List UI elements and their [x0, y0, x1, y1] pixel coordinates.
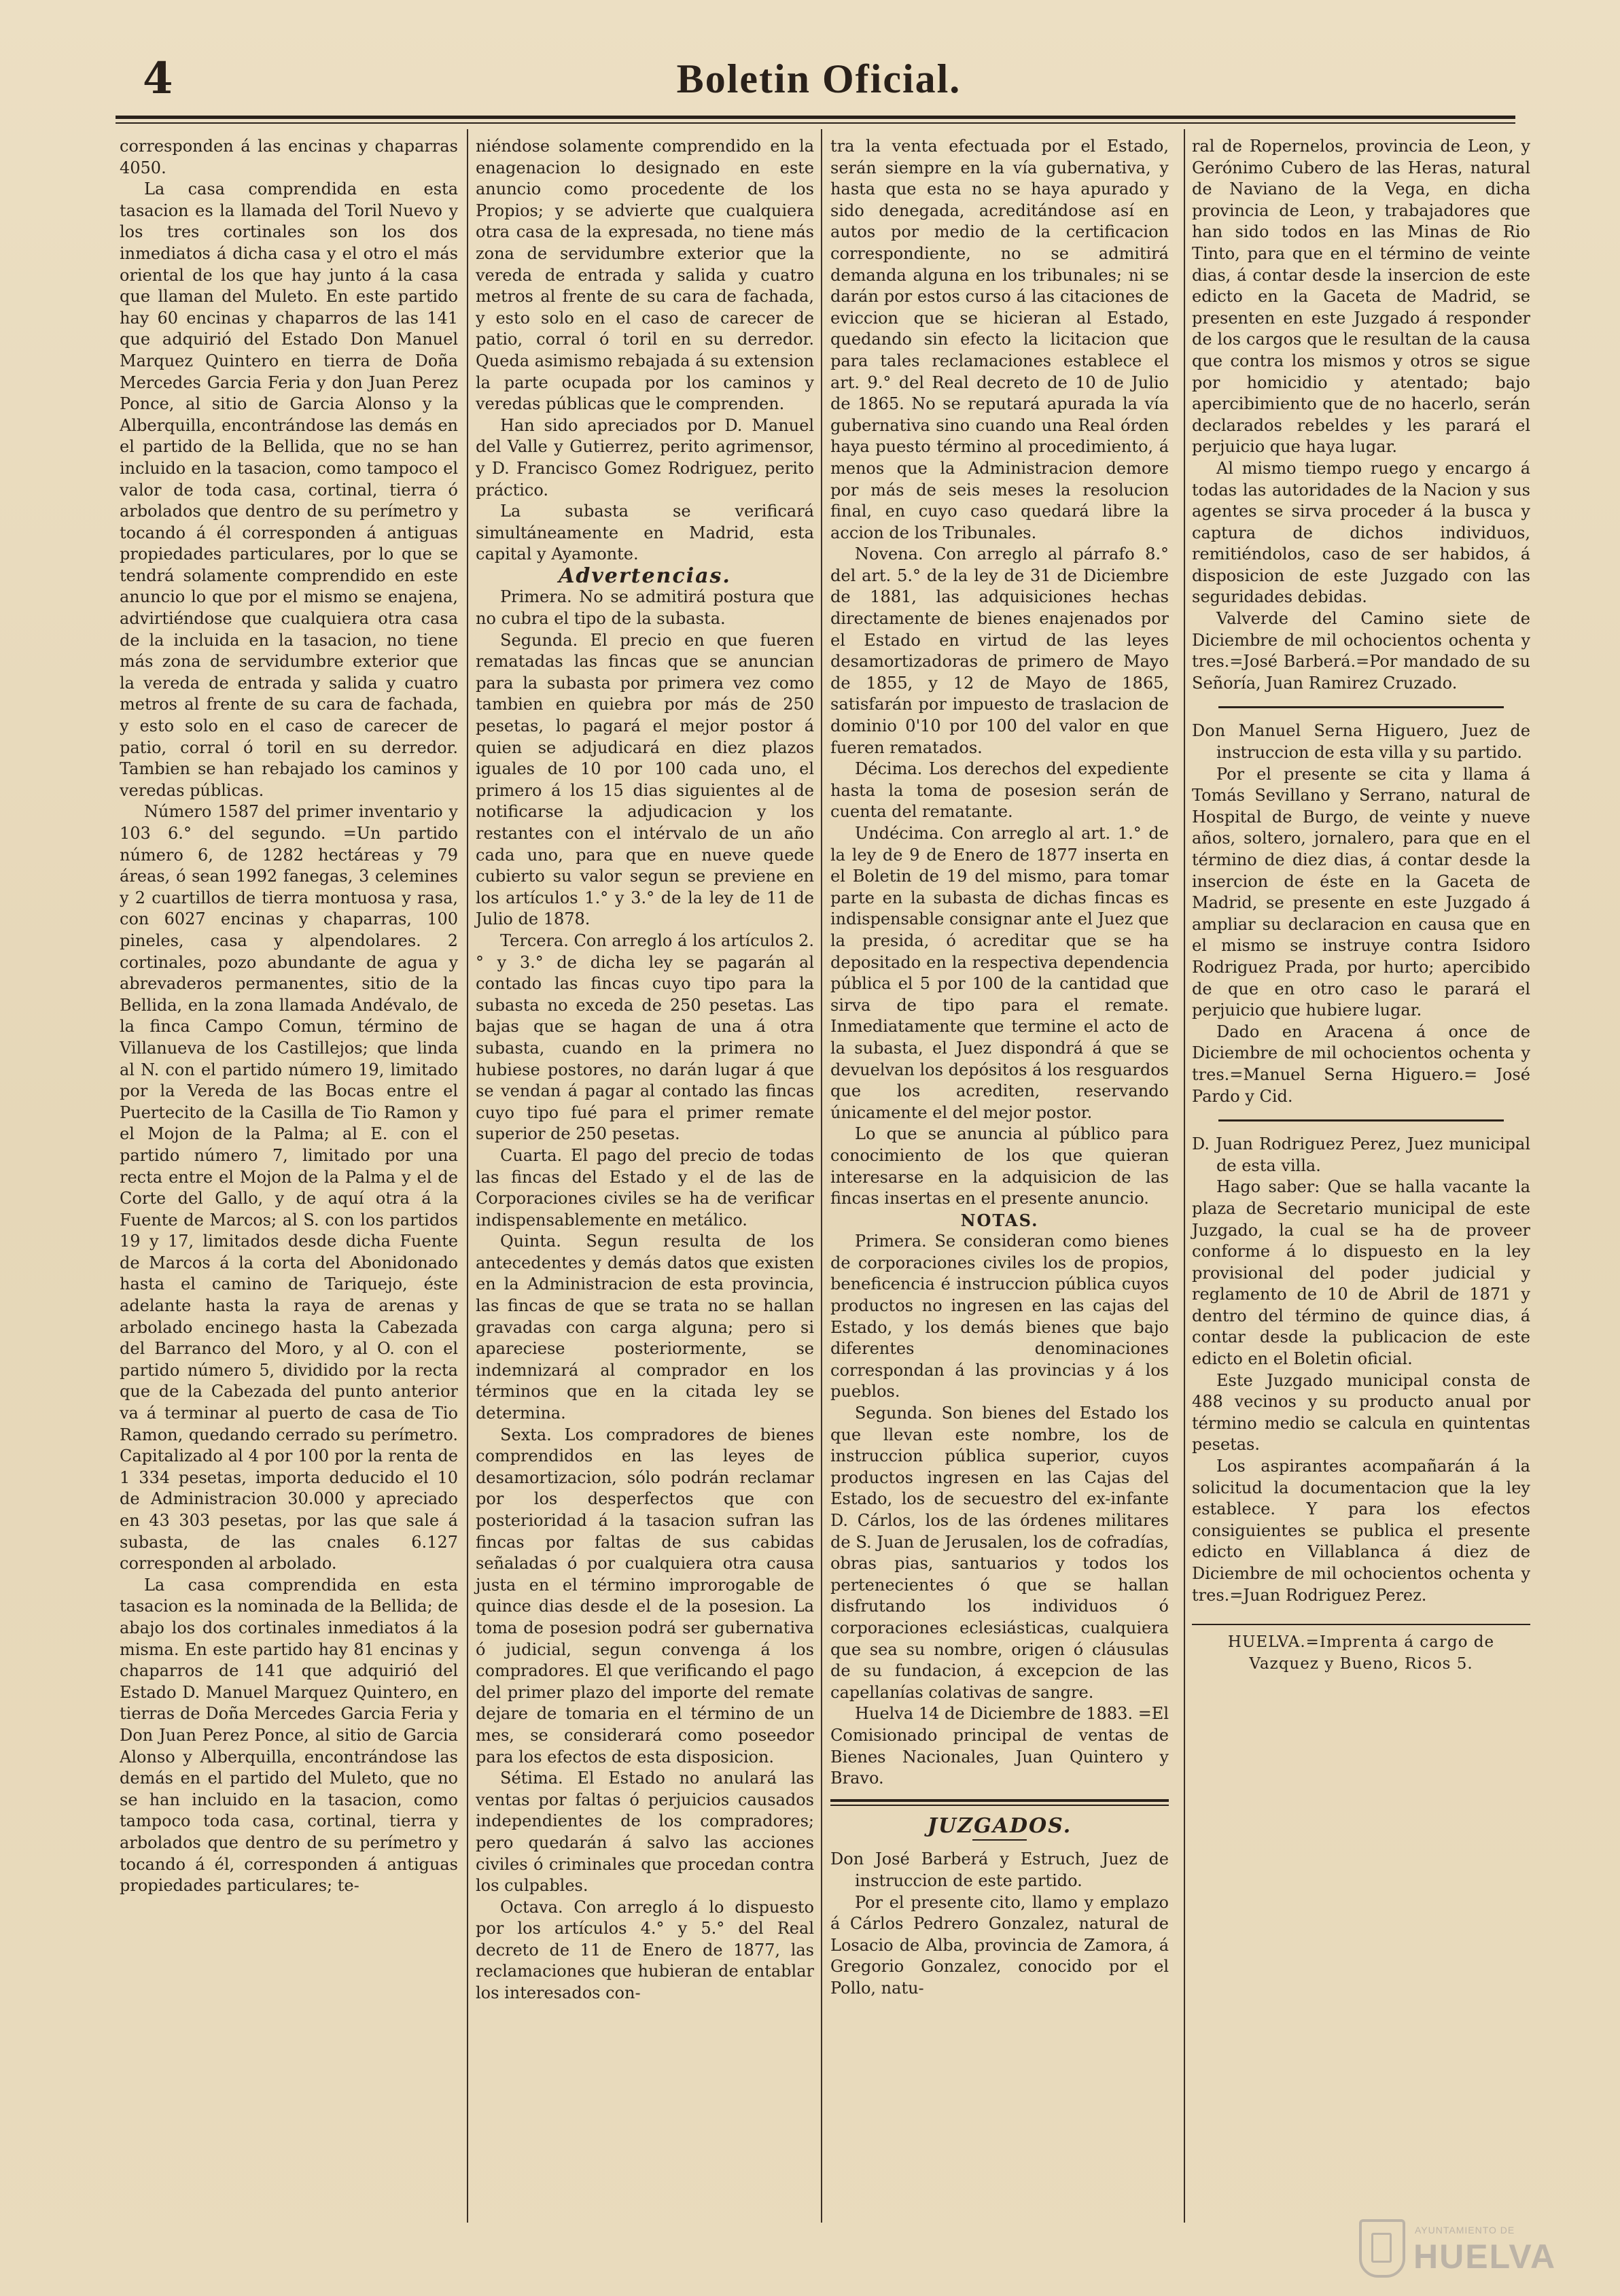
paragraph: Huelva 14 de Diciembre de 1883. =El Comisionado principal de ventas de Bienes Nacionales, Juan Quintero y Bravo. — [830, 1704, 1169, 1788]
imprint-line: Vazquez y Bueno, Ricos 5. — [1249, 1654, 1473, 1673]
paragraph: Por el presente se cita y llama á Tomás Sevillano y Serrano, natural de Hospital de Burgo, de veinte y nueve años, soltero, jornalero, para que en el término de diez dias, á contar desde la insercion de éste en la Gaceta de Madrid, se presente en este Juzgado á ampliar su declaracion en causa que en el mismo se instruye contra Isidoro Rodriguez Prada, por hurto; apercibido de que en otro caso le parará el perjuicio que hubiere lugar. — [1192, 764, 1530, 1020]
column-divider — [821, 129, 822, 2223]
paragraph: Primera. No se admitirá postura que no cubra el tipo de la subasta. — [476, 587, 814, 629]
paragraph: Décima. Los derechos del expediente hasta la toma de posesion serán de cuenta del rematante. — [830, 759, 1169, 822]
column-divider — [467, 129, 468, 2223]
paragraph: Octava. Con arreglo á lo dispuesto por los artículos 4.° y 5.° del Real decreto de 11 de Enero de 1877, las reclamaciones que hubieran de entablar los interesados con- — [476, 1897, 814, 2003]
paragraph: Este Juzgado municipal consta de 488 vecinos y su producto anual por término medio se calcula en quintentas pesetas. — [1192, 1370, 1530, 1455]
column-3 — [830, 136, 1169, 1999]
paragraph: Número 1587 del primer inventario y 103 6.° del segundo. =Un partido número 6, de 1282 hectáreas y 79 áreas, ó sean 1992 fanegas, 3 celemines y 2 cuartillos de tierra montuosa y rasa, con 6027 encinas y chaparras, 100 pineles, casa y alpendolares. 2 cortinales, pozo abundante de agua y abrevaderos permanentes, sitio de la Bellida, en la zona llamada Andévalo, de la finca Campo Comun, término de Villanueva de los Castillejos; que linda al N. con el partido número 19, limitado por la Vereda de las Bocas entre el Puertecito de la Casilla de Tio Ramon y el Mojon de la Palma; al E. con el partido número 7, limitado por una recta entre el Mojon de la Palma y el de Corte del Gallo, y de aquí otra á la Fuente de Marcos; al S. con los partidos 19 y 17, limitados desde dicha Fuente de Marcos á la corta del Abonidonado hasta el camino de Tariquejo, éste adelante hasta la raya de arenas y arbolado encinego hasta la Cabezada del Barranco del Moro, y al O. con el partido número 5, dividido por la recta que de la Cabezada del punto anterior va á terminar al puerto de casa de Tio Ramon, quedando cerrado su perímetro. Capitalizado al 4 por 100 por la renta de 1 334 pesetas, importa deducido el 10 de Administracion 30.000 y apreciado en 43 303 pesetas, por las que sale á subasta, de las cnales 6.127 corresponden al arbolado. — [120, 802, 458, 1573]
paragraph: D. Juan Rodriguez Perez, Juez municipal de esta villa. — [1192, 1134, 1530, 1175]
paragraph: La casa comprendida en esta tasacion es la nominada de la Bellida; de abajo los dos cortinales inmediatos á la misma. En este partido hay 81 encinas y chaparros de 141 que adquirió del Estado D. Manuel Marquez Quintero, en tierras de Doña Mercedes Garcia Feria y Don Juan Perez Ponce, al sitio de Garcia Alonso y Alberquilla, encontrándose las demás en el partido del Muleto, que no se han incluido en la tasacion, como tampoco toda casa, cortinal, tierra y arbolados que dentro de su perímetro y tocando á él, corresponden á antiguas propiedades particulares; te- — [120, 1575, 458, 1896]
watermark-big-text: HUELVA — [1413, 2238, 1557, 2276]
watermark-logo — [1359, 2212, 1604, 2277]
paragraph: Han sido apreciados por D. Manuel del Valle y Gutierrez, perito agrimensor, y D. Francisco Gomez Rodriguez, perito práctico. — [476, 415, 814, 500]
column-2 — [476, 136, 814, 2004]
paragraph: corresponden á las encinas y chaparras 4050. — [120, 137, 458, 177]
paragraph: Sexta. Los compradores de bienes comprendidos en las leyes de desamortizacion, sólo podrán reclamar por los desperfectos que con posterioridad á la tasacion sufran las fincas por faltas de sus cabidas señaladas ó por cualquiera otra causa justa en el término improrogable de quince dias desde el de la posesion. La toma de posesion podrá ser gubernativa ó judicial, segun convenga á los compradores. El que verificando el pago del primer plazo del importe del remate dejare de tomaria en el término de un mes, se considerará como poseedor para los efectos de esta disposicion. — [476, 1425, 814, 1767]
short-rule — [972, 1839, 1027, 1841]
paragraph: Dado en Aracena á once de Diciembre de mil ochocientos ochenta y tres.=Manuel Serna Higuero.= José Pardo y Cid. — [1192, 1022, 1530, 1106]
paragraph: niéndose solamente comprendido en la enagenacion lo designado en este anuncio como procedente de los Propios; y se advierte que cualquiera otra casa de la expresada, no tiene más zona de servidumbre exterior que la vereda de entrada y salida y cuatro metros al frente de su cara de fachada, y esto solo en el caso de carecer de patio, corral ó toril en su derredor. Queda asimismo rebajada á su extension la parte ocupada por los caminos y veredas públicas que le comprenden. — [476, 137, 814, 414]
paragraph: Por el presente cito, llamo y emplazo á Cárlos Pedrero Gonzalez, natural de Losacio de Alba, provincia de Zamora, á Gregorio Gonzalez, conocido por el Pollo, natu- — [830, 1892, 1169, 1998]
watermark-small-text: AYUNTAMIENTO DE — [1415, 2225, 1515, 2236]
paragraph: Don José Barberá y Estruch, Juez de instruccion de este partido. — [830, 1849, 1169, 1890]
page-number: 4 — [143, 53, 173, 104]
paragraph: Quinta. Segun resulta de los antecedentes y demás datos que existen en la Administracion de esta provincia, las fincas de que se trata no se hallan gravadas con carga alguna; pero si apareciese posteriormente, se indemnizará al comprador en los términos que en la citada ley se determina. — [476, 1232, 814, 1423]
section-heading-juzgados: JUZGADOS. — [927, 1813, 1072, 1838]
paragraph: Lo que se anuncia al público para conocimiento de los que quieran interesarse en la adquisicion de las fincas insertas en el presente anuncio. — [830, 1124, 1169, 1208]
column-4 — [1192, 136, 1530, 1675]
header-rule — [116, 116, 1515, 119]
paragraph: Sétima. El Estado no anulará las ventas por faltas ó perjuicios causados independientes de los compradores; pero quedarán á salvo las acciones civiles ó criminales que procedan contra los culpables. — [476, 1769, 814, 1896]
header-rule-thin — [116, 122, 1515, 124]
paragraph: Segunda. Son bienes del Estado los que llevan este nombre, los de instruccion pública superior, cuyos productos ingresen en las Cajas del Estado, los de secuestro del ex-infante D. Cárlos, los de las órdenes militares de S. Juan de Jerusalen, los de cofradías, obras pias, santuarios y todos los pertenecientes ó que se hallan disfrutando los individuos ó corporaciones eclesiásticas, cualquiera que sea su nombre, origen ó cláusulas de su fundacion, á excepcion de las capellanías colativas de sangre. — [830, 1404, 1169, 1702]
paragraph: Los aspirantes acompañarán á la solicitud la documentacion que la ley establece. Y para los efectos consiguientes se publica el presente edicto en Villablanca á diez de Diciembre de mil ochocientos ochenta y tres.=Juan Rodriguez Perez. — [1192, 1457, 1530, 1605]
paragraph: Primera. Se consideran como bienes de corporaciones civiles los de propios, beneficencia é instruccion pública cuyos productos no ingresen en las cajas del Estado, y los demás bienes que bajo diferentes denominaciones correspondan á las provincias y á los pueblos. — [830, 1232, 1169, 1402]
separator-rule — [1218, 706, 1504, 708]
paragraph: Don Manuel Serna Higuero, Juez de instruccion de esta villa y su partido. — [1192, 721, 1530, 763]
column-1 — [120, 136, 458, 1897]
paragraph: Segunda. El precio en que fueren rematadas las fincas que se anuncian para la subasta por primera vez como tambien en quiebra por más de 250 pesetas, lo pagará el mejor postor á quien se adjudicará en diez plazos iguales de 10 por 100 cada uno, el primero á los 15 dias siguientes al de notificarse la adjudicacion y los restantes con el intérvalo de un año cada uno, para que en nueve quede cubierto su valor segun se previene en los artículos 1.° y 3.° de la ley de 11 de Julio de 1878. — [476, 630, 814, 929]
section-rule — [830, 1799, 1169, 1806]
paragraph: Tercera. Con arreglo á los artículos 2.° y 3.° de dicha ley se pagarán al contado las fincas cuyo tipo para la subasta no exceda de 250 pesetas. Las bajas que se hagan de una á otra subasta, cuando en la primera no hubiese postores, no darán lugar á que se vendan á pagar al contado las fincas cuyo tipo fué para el primer remate superior de 250 pesetas. — [476, 930, 814, 1144]
paragraph: Undécima. Con arreglo al art. 1.° de la ley de 9 de Enero de 1877 inserta en el Boletin de 19 del mismo, para tomar parte en la subasta de dichas fincas es indispensable consignar ante el Juez que la presida, ó acreditar que se ha depositado en la respectiva dependencia pública el 5 por 100 de la cantidad que sirva de tipo para el remate. Inmediatamente que termine el acto de la subasta, el Juez dispondrá á que se devuelvan los depósitos á los resguardos que los acrediten, reservando únicamente el del mejor postor. — [830, 824, 1169, 1122]
paragraph: Cuarta. El pago del precio de todas las fincas del Estado y el de las de Corporaciones civiles se ha de verificar indispensablemente en metálico. — [476, 1145, 814, 1230]
crest-icon — [1359, 2219, 1405, 2278]
paragraph: Al mismo tiempo ruego y encargo á todas las autoridades de la Nacion y sus agentes se sirva proceder á la busca y captura de dichos individuos, remitiéndolos, caso de ser habidos, á disposicion de este Juzgado con las seguridades debidas. — [1192, 458, 1530, 607]
separator-rule — [1218, 1119, 1504, 1121]
imprint-line: HUELVA.=Imprenta á cargo de — [1227, 1633, 1495, 1652]
paragraph: Novena. Con arreglo al párrafo 8.° del art. 5.° de la ley de 31 de Diciembre de 1881, las adquisiciones hechas directamente de bienes enajenados por el Estado en virtud de las leyes desamortizadoras de primero de Mayo de 1855, y 12 de Mayo de 1865, satisfarán por impuesto de traslacion de dominio 0'10 por 100 del valor en que fueren rematados. — [830, 544, 1169, 757]
masthead-title: Boletin Oficial. — [676, 56, 962, 101]
paragraph: Valverde del Camino siete de Diciembre de mil ochocientos ochenta y tres.=José Barberá.=Por mandado de su Señoría, Juan Ramirez Cruzado. — [1192, 609, 1530, 693]
section-heading-notas: NOTAS. — [960, 1210, 1039, 1230]
paragraph: Hago saber: Que se halla vacante la plaza de Secretario municipal de este Juzgado, la cual se ha de proveer conforme á lo dispuesto en la ley provisional del poder judicial y reglamento de 10 de Abril de 1871 y dentro del término de quince dias, á contar desde la publicacion de este edicto en el Boletin oficial. — [1192, 1177, 1530, 1369]
paragraph: La casa comprendida en esta tasacion es la llamada del Toril Nuevo y los tres cortinales son los dos inmediatos á dicha casa y el otro el más oriental de los que hay junto á la casa que llaman del Muleto. En este partido hay 60 encinas y chaparros de las 141 que adquirió del Estado Don Manuel Marquez Quintero en tierra de Doña Mercedes Garcia Feria y don Juan Perez Ponce, al sitio de Garcia Alonso y la Alberquilla, encontrándose las demás en el partido de la Bellida, que no se han incluido en la tasacion, como tampoco el valor de toda casa, cortinal, tierra ó arbolados que dentro de su perímetro y tocando á él corresponden á antiguas propiedades particulares, por lo que se tendrá solamente comprendido en este anuncio lo que por el mismo se enajena, advirtiéndose que cualquiera otra casa de la incluida en la tasacion, no tiene más zona de servidumbre exterior que la vereda de entrada y salida y cuatro metros al frente de su cara de fachada, y esto solo en el caso de carecer de patio, corral ó toril en su derredor. Tambien se han rebajado los caminos y veredas públicas. — [120, 179, 458, 800]
page-header — [122, 49, 1515, 110]
paragraph: tra la venta efectuada por el Estado, serán siempre en la vía gubernativa, y hasta que esta no se haya apurado y sido denegada, acreditándose así en autos por medio de la certificacion correspondiente, no se admitirá demanda alguna en los tribunales; ni se darán por estos curso á las citaciones de eviccion que se hicieran al Estado, quedando sin efecto la licitacion que para tales reclamaciones establece el art. 9.° del Real decreto de 10 de Julio de 1865. No se reputará apurada la vía gubernativa sino cuando una Real órden haya puesto término al procedimiento, á menos que la Administracion demore por más de seis meses la resolucion final, en cuyo caso quedará libre la accion de los Tribunales. — [830, 137, 1169, 542]
paragraph: La subasta se verificará simultáneamente en Madrid, esta capital y Ayamonte. — [476, 502, 814, 564]
imprint-rule — [1192, 1624, 1530, 1625]
section-heading-advertencias: Advertencias. — [559, 563, 731, 588]
paragraph: ral de Ropernelos, provincia de Leon, y Gerónimo Cubero de las Heras, natural de Naviano de la Vega, en dicha provincia de Leon, y trabajadores que han sido todos en las Minas de Rio Tinto, para que en el término de veinte dias, á contar desde la insercion de este edicto en la Gaceta de Madrid, se presenten en este Juzgado á responder de los cargos que le resultan de la causa que contra los mismos y otros se sigue por homicidio y atentado; bajo apercibimiento que de no hacerlo, serán declarados rebeldes y les parará el perjuicio que haya lugar. — [1192, 137, 1530, 457]
column-divider — [1184, 129, 1185, 2223]
